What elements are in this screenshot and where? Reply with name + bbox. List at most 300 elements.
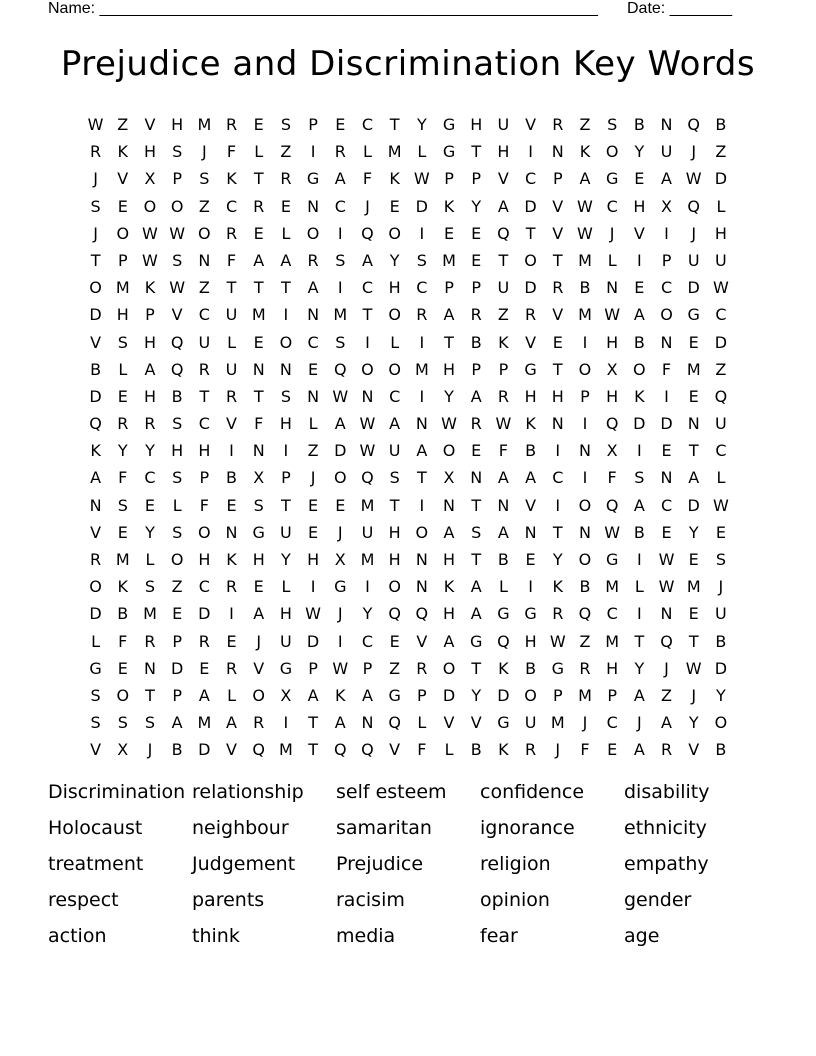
grid-letter: J (691, 142, 697, 162)
grid-letter: V (144, 115, 156, 134)
grid-letter: I (555, 495, 561, 515)
grid-letter: V (90, 740, 102, 760)
grid-letter: L (254, 142, 264, 162)
grid-letter: H (443, 359, 456, 379)
grid-letter: F (607, 468, 617, 488)
grid-letter: W (169, 278, 186, 298)
grid-letter: I (229, 604, 234, 624)
grid-letter: B (525, 441, 537, 461)
grid-letter: E (661, 441, 672, 461)
grid-letter: B (633, 522, 645, 542)
grid-letter: G (252, 522, 265, 542)
grid-letter: U (715, 414, 727, 434)
grid-letter: A (633, 495, 645, 515)
grid-letter: K (144, 278, 156, 298)
grid-letter: H (606, 386, 619, 406)
word-list-item: confidence (480, 781, 585, 803)
grid-letter: Y (471, 196, 482, 216)
grid-letter: T (308, 713, 318, 733)
grid-letter: P (172, 631, 182, 651)
grid-letter: M (550, 713, 565, 733)
grid-letter: G (551, 658, 564, 678)
grid-letter: A (389, 414, 401, 434)
grid-letter: O (578, 495, 592, 515)
grid-letter: O (388, 359, 401, 379)
grid-letter: R (470, 414, 482, 434)
grid-letter: U (524, 713, 537, 733)
grid-letter: E (308, 522, 319, 542)
grid-row (82, 492, 735, 519)
word-list-item: age (624, 925, 660, 947)
grid-letter: G (442, 142, 456, 162)
grid-letter: T (471, 495, 482, 515)
grid-letter: T (552, 359, 563, 379)
grid-letter: E (688, 332, 699, 352)
grid-letter: O (605, 142, 619, 162)
grid-letter: I (582, 332, 588, 352)
grid-letter: J (609, 223, 615, 243)
grid-letter: E (634, 278, 645, 298)
grid-letter: E (117, 658, 128, 678)
grid-letter: Z (579, 115, 591, 134)
grid-letter: W (549, 631, 566, 651)
word-list-item: relationship (192, 781, 304, 803)
grid-letter: E (280, 196, 291, 216)
grid-row (82, 193, 735, 220)
grid-letter: G (605, 169, 619, 189)
grid-letter: S (90, 713, 101, 733)
date-field-label: Date: _______ (627, 0, 732, 17)
grid-letter: W (359, 414, 376, 434)
grid-letter: O (415, 522, 429, 542)
grid-letter: N (415, 414, 428, 434)
grid-letter: U (715, 250, 727, 270)
grid-letter: A (280, 250, 292, 270)
grid-letter: J (691, 685, 697, 705)
word-list-item: neighbour (192, 817, 289, 839)
grid-letter: A (497, 196, 509, 216)
grid-letter: T (389, 115, 400, 134)
grid-letter: D (497, 685, 510, 705)
grid-letter: A (334, 713, 346, 733)
grid-letter: K (552, 577, 564, 597)
grid-letter: R (525, 305, 537, 325)
grid-letter: E (443, 223, 455, 243)
grid-letter: L (308, 414, 318, 434)
grid-letter: S (172, 522, 183, 542)
grid-letter: L (281, 577, 291, 597)
grid-letter: E (253, 115, 264, 134)
grid-letter: X (443, 468, 455, 488)
grid-letter: I (419, 223, 425, 243)
grid-letter: I (365, 332, 370, 352)
grid-letter: V (552, 305, 564, 325)
grid-letter: H (470, 115, 483, 134)
grid-letter: F (498, 441, 508, 461)
grid-letter: E (525, 550, 536, 569)
grid-letter: E (552, 332, 563, 352)
grid-letter: H (279, 414, 292, 434)
grid-letter: I (582, 414, 588, 434)
word-list-item: opinion (480, 889, 550, 911)
grid-letter: H (388, 278, 401, 298)
grid-letter: G (687, 305, 700, 325)
grid-letter: N (89, 495, 102, 515)
grid-letter: S (335, 250, 346, 270)
grid-row (82, 111, 735, 138)
grid-letter: R (416, 305, 428, 325)
word-list-item: racisim (336, 889, 405, 911)
grid-letter: R (307, 250, 319, 270)
grid-letter: I (283, 441, 289, 461)
grid-letter: E (253, 332, 264, 352)
grid-letter: O (388, 577, 401, 597)
grid-row (82, 220, 735, 247)
grid-letter: S (607, 115, 618, 134)
grid-letter: D (170, 658, 184, 678)
grid-letter: N (551, 414, 564, 434)
grid-letter: U (361, 522, 374, 542)
grid-letter: C (552, 468, 564, 488)
grid-letter: Y (552, 550, 563, 569)
grid-letter: K (498, 740, 509, 760)
grid-letter: I (664, 386, 669, 406)
word-list-item: think (192, 925, 240, 947)
grid-letter: L (390, 332, 400, 352)
grid-letter: U (388, 441, 401, 461)
grid-row (82, 628, 735, 655)
grid-letter: V (117, 169, 129, 189)
grid-letter: A (497, 468, 509, 488)
grid-letter: K (634, 386, 645, 406)
grid-letter: L (417, 142, 427, 162)
grid-letter: E (117, 522, 128, 542)
grid-letter: W (413, 169, 430, 189)
grid-row (82, 546, 735, 573)
grid-letter: Q (361, 223, 374, 243)
grid-letter: P (552, 685, 563, 705)
grid-letter: R (90, 142, 102, 162)
grid-letter: Y (634, 142, 645, 162)
grid-letter: L (281, 223, 291, 243)
grid-letter: E (144, 495, 156, 515)
grid-letter: D (714, 169, 728, 189)
grid-letter: O (198, 223, 211, 243)
grid-letter: J (337, 522, 343, 542)
grid-letter: Q (687, 115, 701, 134)
grid-row (82, 410, 735, 437)
grid-letter: R (253, 713, 265, 733)
grid-letter: B (715, 740, 727, 760)
grid-letter: U (497, 115, 510, 134)
grid-letter: G (524, 359, 537, 379)
grid-letter: R (225, 658, 238, 678)
grid-letter: I (419, 332, 425, 352)
grid-letter: K (443, 577, 455, 597)
grid-letter: Q (388, 604, 401, 624)
grid-letter: C (334, 196, 346, 216)
grid-letter: N (578, 522, 591, 542)
grid-letter: V (497, 169, 509, 189)
grid-letter: P (471, 169, 482, 189)
word-list-item: Holocaust (48, 817, 143, 839)
grid-letter: N (660, 115, 673, 134)
grid-letter: I (419, 495, 425, 515)
grid-letter: Q (578, 604, 592, 624)
grid-letter: A (416, 441, 428, 461)
grid-letter: O (252, 685, 266, 705)
grid-letter: S (416, 250, 427, 270)
grid-letter: I (636, 250, 642, 270)
grid-letter: G (497, 713, 510, 733)
grid-letter: D (524, 278, 537, 298)
grid-letter: J (582, 713, 588, 733)
grid-letter: D (89, 386, 102, 406)
grid-letter: K (498, 658, 509, 678)
grid-letter: H (524, 386, 537, 406)
grid-letter: D (89, 305, 102, 325)
grid-letter: S (280, 386, 291, 406)
grid-letter: O (306, 223, 320, 243)
grid-letter: D (415, 196, 428, 216)
grid-letter: T (444, 332, 454, 352)
grid-letter: F (226, 250, 237, 270)
grid-letter: H (443, 550, 456, 569)
grid-letter: A (226, 713, 237, 733)
grid-letter: C (361, 115, 374, 134)
word-list-item: Judgement (192, 853, 296, 875)
grid-letter: N (578, 441, 591, 461)
grid-letter: Z (198, 196, 210, 216)
word-list-item: fear (480, 925, 518, 947)
grid-letter: H (143, 142, 156, 162)
grid-letter: C (361, 278, 374, 298)
grid-letter: W (142, 223, 158, 243)
grid-letter: T (281, 495, 291, 515)
grid-letter: V (633, 223, 645, 243)
grid-letter: D (306, 631, 320, 651)
grid-letter: S (471, 522, 482, 542)
grid-letter: C (606, 604, 618, 624)
grid-letter: G (497, 604, 510, 624)
grid-letter: N (252, 441, 265, 461)
grid-letter: B (117, 604, 129, 624)
grid-letter: O (388, 223, 401, 243)
grid-letter: A (334, 169, 346, 189)
grid-letter: P (444, 278, 454, 298)
grid-letter: L (145, 550, 155, 569)
grid-letter: T (362, 305, 373, 325)
grid-letter: A (361, 685, 373, 705)
grid-letter: E (117, 196, 128, 216)
grid-letter: K (335, 685, 346, 705)
grid-letter: T (688, 631, 699, 651)
grid-letter: N (361, 386, 374, 406)
grid-letter: V (416, 631, 428, 651)
grid-letter: J (93, 169, 98, 189)
grid-letter: P (281, 468, 291, 488)
grid-letter: W (87, 115, 104, 134)
grid-letter: I (310, 577, 316, 597)
grid-letter: Z (171, 577, 183, 597)
grid-letter: Q (333, 740, 347, 760)
grid-row (82, 655, 735, 682)
grid-letter: B (470, 740, 482, 760)
grid-letter: M (197, 115, 212, 134)
grid-letter: Q (89, 414, 102, 434)
grid-letter: T (552, 250, 563, 270)
grid-letter: M (686, 577, 701, 597)
grid-letter: R (90, 550, 102, 569)
grid-row (82, 274, 735, 301)
grid-letter: E (688, 604, 699, 624)
word-list-item: action (48, 925, 107, 947)
grid-letter: Z (661, 685, 673, 705)
grid-letter: O (361, 359, 374, 379)
grid-letter: B (715, 631, 727, 651)
grid-letter: T (90, 250, 101, 270)
grid-letter: J (310, 468, 316, 488)
grid-letter: T (471, 142, 482, 162)
grid-letter: T (253, 278, 264, 298)
grid-letter: V (253, 658, 265, 678)
grid-letter: C (198, 305, 210, 325)
grid-letter: R (253, 196, 265, 216)
grid-letter: Z (198, 278, 210, 298)
grid-letter: P (552, 169, 563, 189)
grid-letter: L (417, 713, 427, 733)
grid-letter: H (116, 305, 129, 325)
grid-letter: W (712, 495, 729, 515)
grid-letter: T (471, 658, 482, 678)
grid-letter: M (578, 305, 592, 325)
grid-letter: P (172, 685, 182, 705)
grid-letter: Z (280, 142, 292, 162)
grid-letter: V (90, 332, 102, 352)
word-list-item: ignorance (480, 817, 575, 839)
grid-letter: V (171, 305, 183, 325)
grid-letter: N (279, 359, 292, 379)
grid-letter: I (528, 577, 533, 597)
grid-letter: H (143, 332, 156, 352)
grid-letter: B (525, 658, 537, 678)
grid-letter: P (199, 468, 210, 488)
grid-letter: F (417, 740, 427, 760)
grid-letter: M (414, 359, 429, 379)
word-list-item: samaritan (336, 817, 432, 839)
grid-letter: U (280, 631, 292, 651)
grid-letter: M (143, 604, 157, 624)
grid-letter: C (361, 631, 374, 651)
grid-letter: O (143, 196, 157, 216)
grid-letter: I (229, 441, 234, 461)
grid-letter: S (253, 495, 264, 515)
grid-letter: N (307, 305, 320, 325)
grid-letter: P (362, 658, 373, 678)
grid-letter: C (660, 495, 673, 515)
grid-row (82, 356, 735, 383)
grid-letter: A (633, 740, 645, 760)
grid-letter: X (661, 196, 673, 216)
grid-letter: N (551, 142, 564, 162)
grid-letter: E (253, 223, 264, 243)
grid-letter: G (470, 631, 483, 651)
grid-letter: K (389, 169, 400, 189)
grid-letter: E (471, 441, 482, 461)
grid-letter: D (687, 495, 700, 515)
grid-letter: E (226, 495, 237, 515)
grid-letter: C (715, 305, 727, 325)
grid-letter: Y (389, 250, 400, 270)
grid-letter: Y (688, 713, 699, 733)
grid-letter: I (528, 142, 533, 162)
grid-letter: F (580, 740, 590, 760)
grid-letter: S (634, 468, 645, 488)
grid-letter: D (89, 604, 102, 624)
grid-letter: P (471, 278, 482, 298)
grid-letter: Q (170, 332, 184, 352)
grid-letter: H (252, 550, 265, 569)
grid-letter: H (551, 386, 564, 406)
grid-letter: U (225, 359, 238, 379)
grid-letter: F (362, 169, 373, 189)
word-list (48, 776, 768, 956)
grid-letter: A (633, 305, 645, 325)
grid-letter: E (688, 550, 699, 569)
grid-letter: E (471, 223, 482, 243)
grid-letter: Z (389, 658, 401, 678)
grid-letter: B (171, 740, 183, 760)
grid-letter: D (687, 278, 700, 298)
grid-letter: P (308, 658, 318, 678)
grid-letter: I (636, 550, 642, 569)
grid-letter: S (172, 142, 183, 162)
grid-letter: Q (605, 414, 619, 434)
grid-letter: J (147, 740, 153, 760)
grid-letter: M (442, 250, 456, 270)
grid-row (82, 600, 735, 627)
grid-letter: A (253, 604, 265, 624)
grid-letter: Q (497, 223, 510, 243)
word-list-item: ethnicity (624, 817, 707, 839)
grid-letter: A (633, 685, 645, 705)
grid-letter: E (335, 115, 346, 134)
grid-letter: D (714, 658, 728, 678)
grid-letter: I (283, 305, 289, 325)
grid-letter: O (524, 250, 537, 270)
grid-letter: R (497, 386, 509, 406)
grid-letter: O (116, 685, 130, 705)
grid-letter: M (605, 631, 620, 651)
grid-letter: N (143, 658, 156, 678)
grid-letter: Q (170, 359, 184, 379)
grid-letter: O (170, 550, 184, 569)
grid-letter: B (90, 359, 102, 379)
grid-letter: F (118, 631, 128, 651)
grid-letter: A (525, 468, 537, 488)
grid-letter: H (606, 658, 619, 678)
grid-letter: C (715, 441, 727, 461)
grid-letter: O (279, 332, 293, 352)
word-search-grid (82, 111, 735, 764)
grid-letter: W (577, 196, 593, 216)
grid-letter: W (169, 223, 186, 243)
grid-letter: E (117, 386, 128, 406)
grid-letter: A (470, 386, 482, 406)
grid-row (82, 573, 735, 600)
grid-letter: T (552, 522, 563, 542)
grid-letter: N (307, 196, 320, 216)
